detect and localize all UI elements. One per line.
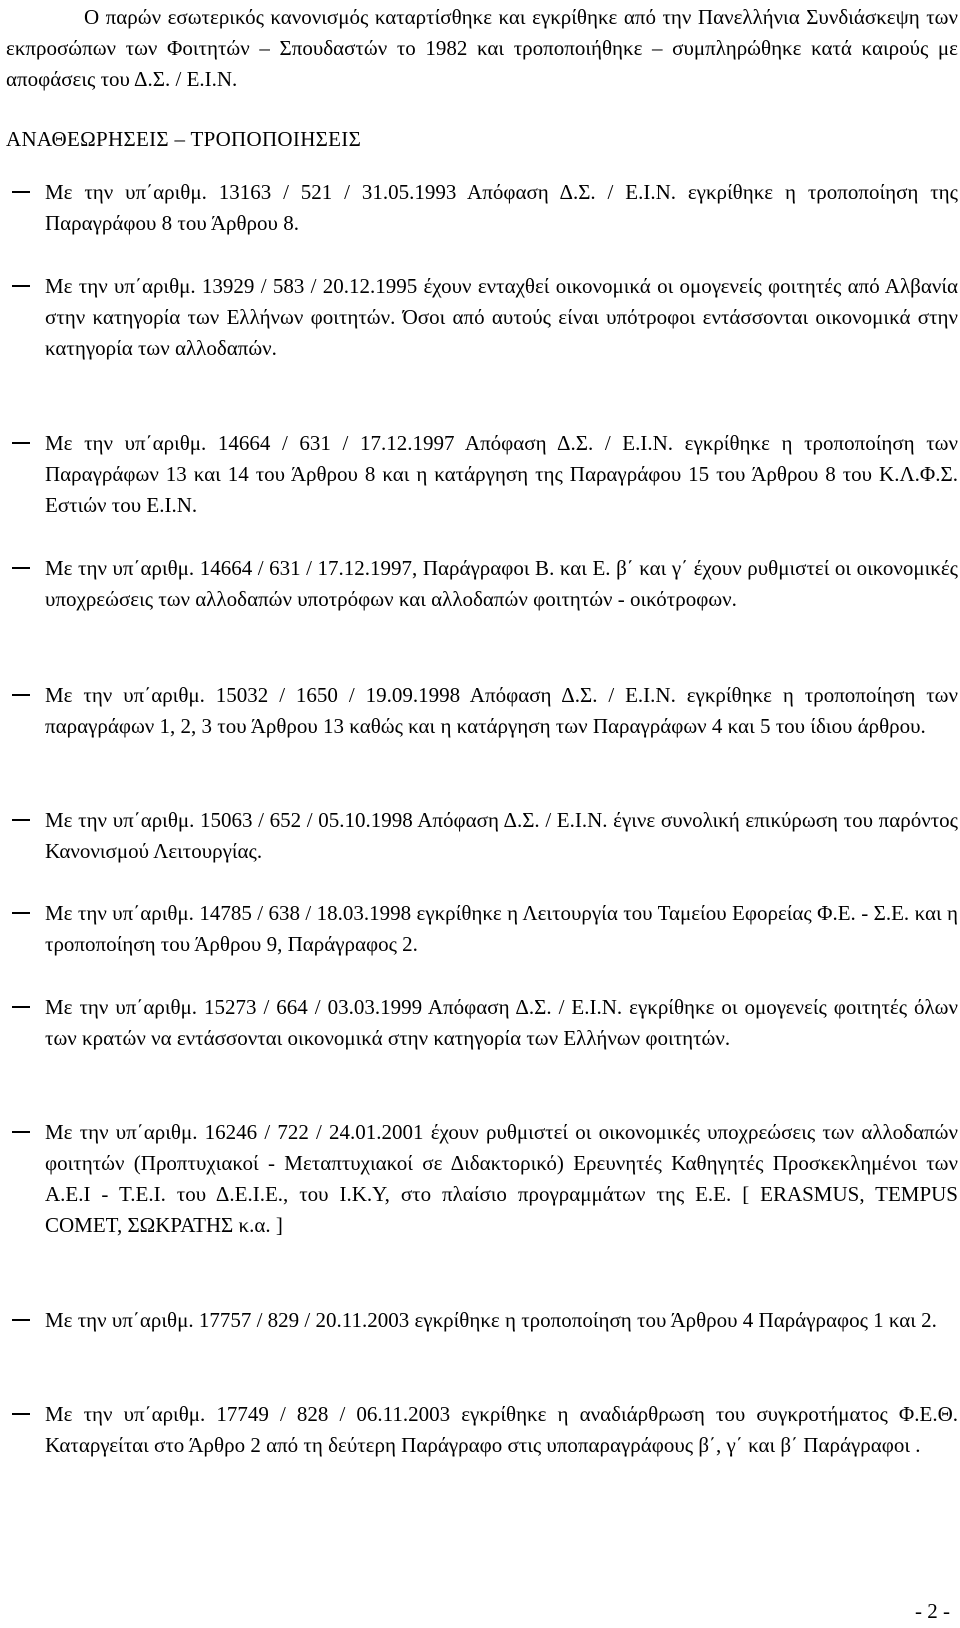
list-item-text: Με την υπ΄αριθμ. 13929 / 583 / 20.12.1995 έχουν ενταχθεί οικονομικά οι ομογενείς φοιτητές από Αλβανία στην κατηγορία των Ελλήνων φοιτητών. Όσοι από αυτούς είναι υπότροφοι εντάσσονται οικονομικά στην κατηγορία των αλλοδαπών. xyxy=(45,274,958,360)
list-item xyxy=(6,177,958,239)
list-item-text: Με την υπ΄αριθμ. 15273 / 664 / 03.03.1999 Απόφαση Δ.Σ. / Ε.Ι.Ν. εγκρίθηκε οι ομογενείς φοιτητές όλων των κρατών να εντάσσονται οικονομικά στην κατηγορία των Ελλήνων φοιτητών. xyxy=(45,995,958,1050)
list-item-text: Με την υπ΄αριθμ. 14785 / 638 / 18.03.1998 εγκρίθηκε η Λειτουργία του Ταμείου Εφορείας Φ.Ε. - Σ.Ε. και η τροποποίηση του Άρθρου 9, Παράγραφος 2. xyxy=(45,901,958,956)
list-item-text: Με την υπ΄αριθμ. 13163 / 521 / 31.05.1993 Απόφαση Δ.Σ. / Ε.Ι.Ν. εγκρίθηκε η τροποποίηση της Παραγράφου 8 του Άρθρου 8. xyxy=(45,180,958,235)
dash-bullet-icon xyxy=(12,912,30,914)
dash-bullet-icon xyxy=(12,1319,30,1321)
dash-bullet-icon xyxy=(12,1006,30,1008)
list-item xyxy=(6,428,958,521)
intro-paragraph: Ο παρών εσωτερικός κανονισμός καταρτίσθηκε και εγκρίθηκε από την Πανελλήνια Συνδιάσκεψη των εκπροσώπων των Φοιτητών – Σπουδαστών το 1982 και τροποποιήθηκε – συμπληρώθηκε κατά καιρούς με αποφάσεις του Δ.Σ. / Ε.Ι.Ν. xyxy=(6,5,958,91)
page-number: - 2 - xyxy=(915,1599,950,1623)
list-item xyxy=(6,271,958,364)
dash-bullet-icon xyxy=(12,694,30,696)
list-item xyxy=(6,680,958,742)
list-item xyxy=(6,1117,958,1241)
list-item-text: Με την υπ΄αριθμ. 15063 / 652 / 05.10.1998 Απόφαση Δ.Σ. / Ε.Ι.Ν. έγινε συνολική επικύρωση του παρόντος Κανονισμού Λειτουργίας. xyxy=(45,808,958,863)
list-item-text: Με την υπ΄αριθμ. 17749 / 828 / 06.11.2003 εγκρίθηκε η αναδιάρθρωση του συγκροτήματος Φ.Ε.Θ. Καταργείται στο Άρθρο 2 από τη δεύτερη Παράγραφο στις υποπαραγράφους β΄, γ΄ και β΄ Παράγραφοι . xyxy=(45,1402,958,1457)
section-heading: ΑΝΑΘΕΩΡΗΣΕΙΣ – ΤΡΟΠΟΠΟΙΗΣΕΙΣ xyxy=(6,127,362,151)
list-item xyxy=(6,1399,958,1461)
dash-bullet-icon xyxy=(12,1413,30,1415)
list-item xyxy=(6,1305,958,1336)
dash-bullet-icon xyxy=(12,567,30,569)
list-item-text: Με την υπ΄αριθμ. 15032 / 1650 / 19.09.1998 Απόφαση Δ.Σ. / Ε.Ι.Ν. εγκρίθηκε η τροποποίηση των παραγράφων 1, 2, 3 του Άρθρου 13 καθώς και η κατάργηση των Παραγράφων 4 και 5 του ίδιου άρθρου. xyxy=(45,683,958,738)
dash-bullet-icon xyxy=(12,1131,30,1133)
list-item xyxy=(6,898,958,960)
list-item-text: Με την υπ΄αριθμ. 14664 / 631 / 17.12.1997 Απόφαση Δ.Σ. / Ε.Ι.Ν. εγκρίθηκε η τροποποίηση των Παραγράφων 13 και 14 του Άρθρου 8 και η κατάργηση της Παραγράφου 15 του Άρθρου 8 του Κ.Λ.Φ.Σ. Εστιών του Ε.Ι.Ν. xyxy=(45,431,958,517)
dash-bullet-icon xyxy=(12,819,30,821)
list-item-text: Με την υπ΄αριθμ. 14664 / 631 / 17.12.1997, Παράγραφοι Β. και Ε. β΄ και γ΄ έχουν ρυθμιστεί οι οικονομικές υποχρεώσεις των αλλοδαπών υποτρόφων και αλλοδαπών φοιτητών - οικότροφων. xyxy=(45,556,958,611)
dash-bullet-icon xyxy=(12,442,30,444)
dash-bullet-icon xyxy=(12,285,30,287)
list-item-text: Με την υπ΄αριθμ. 16246 / 722 / 24.01.2001 έχουν ρυθμιστεί οι οικονομικές υποχρεώσεις των αλλοδαπών φοιτητών (Προπτυχιακοί - Μεταπτυχιακοί σε Διδακτορικό) Ερευνητές Καθηγητές Προσκεκλημένοι των Α.Ε.Ι - Τ.Ε.Ι. του Δ.Ε.Ι.Ε., του Ι.Κ.Υ, στο πλαίσιο προγραμμάτων της Ε.Ε. [ ERASMUS, TEMPUS COMET, ΣΩΚΡΑΤΗΣ κ.α. ] xyxy=(45,1120,958,1237)
list-item-text: Με την υπ΄αριθμ. 17757 / 829 / 20.11.2003 εγκρίθηκε η τροποποίηση του Άρθρου 4 Παράγραφος 1 και 2. xyxy=(45,1308,937,1332)
dash-bullet-icon xyxy=(12,191,30,193)
list-item xyxy=(6,992,958,1054)
list-item xyxy=(6,805,958,867)
list-item xyxy=(6,553,958,615)
